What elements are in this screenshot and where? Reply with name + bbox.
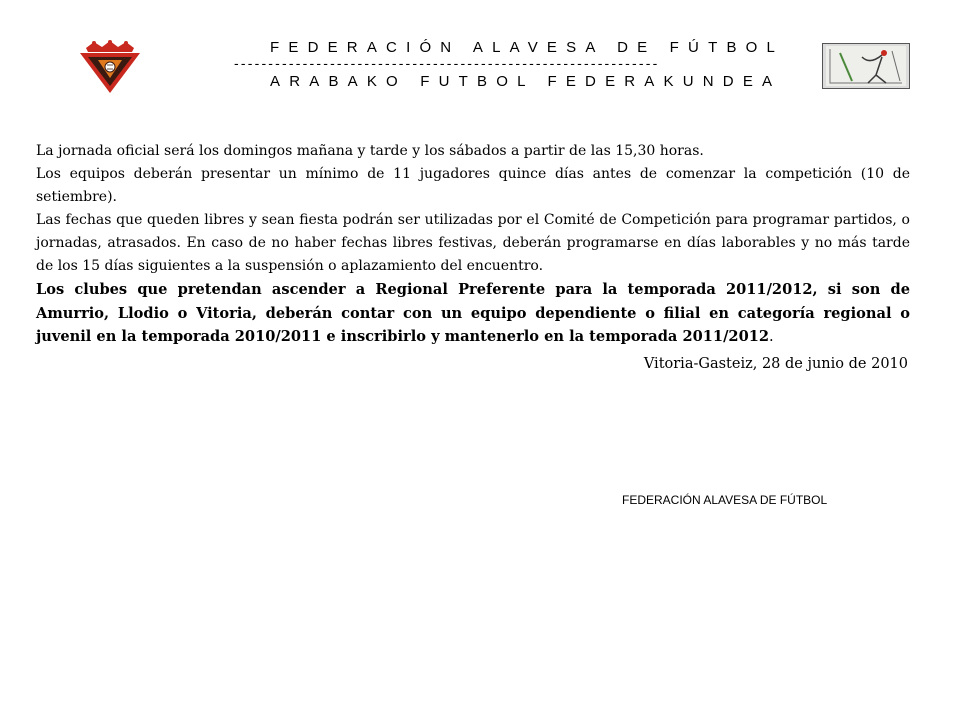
place-and-date: Vitoria-Gasteiz, 28 de junio de 2010 — [643, 356, 908, 372]
document-body — [36, 140, 910, 349]
signature-federation: FEDERACIÓN ALAVESA DE FÚTBOL — [622, 493, 828, 507]
paragraph-min-players: Los equipos deberán presentar un mínimo de 11 jugadores quince días antes de comenzar la competición (10 de setiembre). — [36, 166, 910, 205]
header-divider: -------------------------------------------------------------- — [234, 55, 660, 71]
header-title-basque: ARABAKO FUTBOL FEDERAKUNDEA — [270, 73, 782, 90]
promotion-rule-period: . — [769, 328, 774, 345]
paragraph-schedule: La jornada oficial será los domingos mañana y tarde y los sábados a partir de las 15,30 horas. — [36, 143, 704, 159]
soccer-player-drawing-icon — [822, 43, 910, 89]
header-title-spanish: FEDERACIÓN ALAVESA DE FÚTBOL — [270, 39, 785, 56]
federation-crest-icon — [76, 40, 144, 94]
paragraph-free-dates: Las fechas que queden libres y sean fiesta podrán ser utilizadas por el Comité de Competición para programar partidos, o jornadas, atrasados. En caso de no haber fechas libres festivas, deberán programarse en días laborables y no más tarde de los 15 días siguientes a la suspensión o aplazamiento del encuentro. — [36, 212, 910, 274]
promotion-rule-text: Los clubes que pretendan ascender a Regional Preferente para la temporada 2011/2012, si son de Amurrio, Llodio o Vitoria, deberán contar con un equipo dependiente o filial en categoría regional o juvenil en la temporada 2010/2011 e inscribirlo y mantenerlo en la temporada 2011/2012 — [36, 281, 910, 345]
paragraph-promotion-rule — [36, 278, 910, 349]
